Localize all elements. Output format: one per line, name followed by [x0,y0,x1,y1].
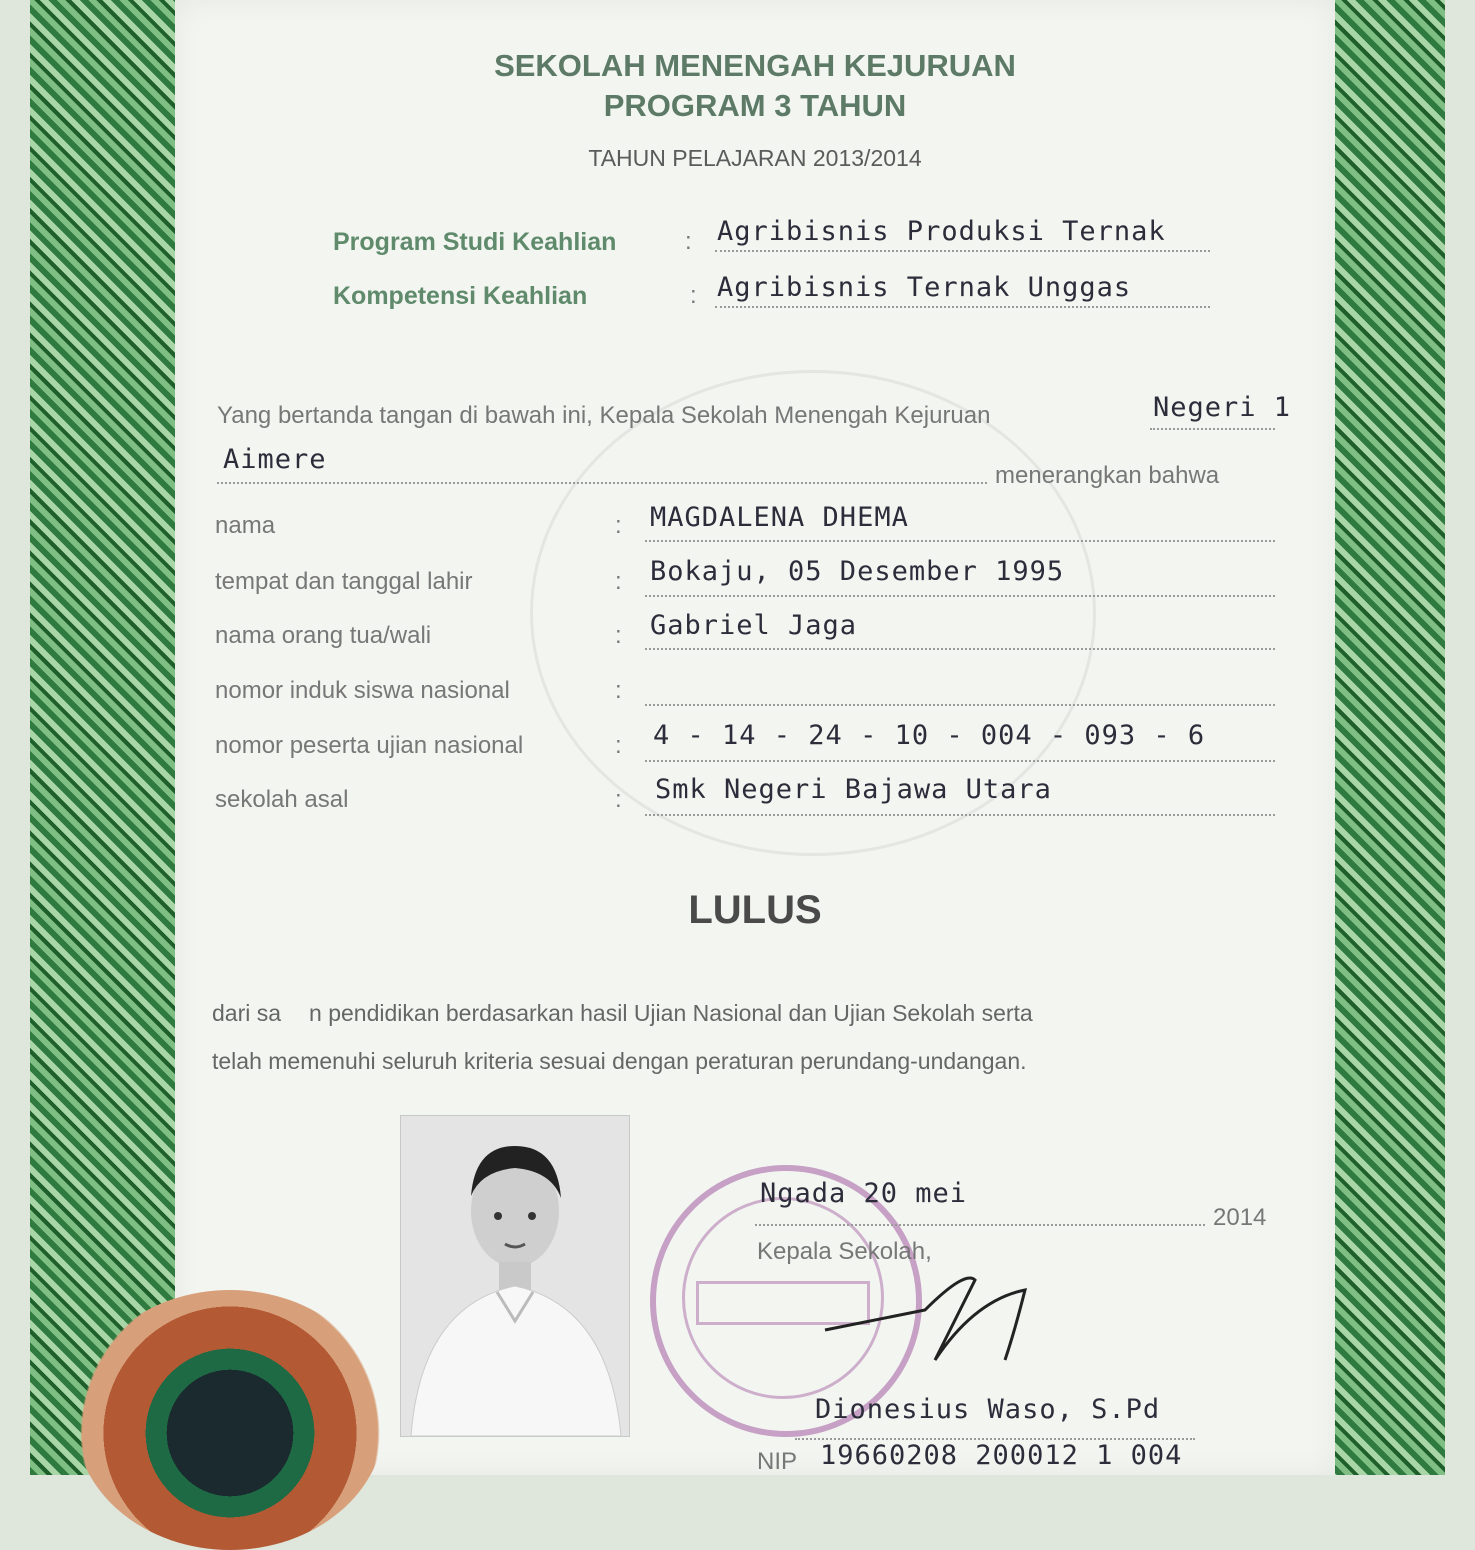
peserta-label: nomor peserta ujian nasional [215,732,524,759]
dotted-line [645,760,1275,762]
closing-line-1-rest: n pendidikan berdasarkan hasil Ujian Nasional dan Ujian Sekolah serta [309,1000,1033,1026]
asal-label: sekolah asal [215,786,349,813]
closing-line-2: telah memenuhi seluruh kriteria sesuai dengan peraturan perundang-undangan. [212,1048,1027,1074]
nama-label: nama [215,512,276,539]
dotted-line [645,704,1275,706]
closing-line-1-start: dari sa [212,1000,282,1026]
program-studi-value: Agribisnis Produksi Ternak [717,216,1166,247]
statement-suffix: menerangkan bahwa [995,462,1220,489]
closing-line-1 [212,1000,1033,1027]
student-photo [400,1115,630,1437]
colon: : [615,677,622,704]
nisn-label: nomor induk siswa nasional [215,677,510,704]
principal-name-handwritten: Dionesius Waso, S.Pd [815,1394,1161,1425]
colon: : [615,512,622,539]
dotted-line [645,540,1275,542]
wali-value: Gabriel Jaga [650,610,858,641]
peserta-value: 4 - 14 - 24 - 10 - 004 - 093 - 6 [653,720,1206,751]
dotted-line [1150,428,1275,430]
ttl-label: tempat dan tanggal lahir [215,568,473,595]
colon: : [615,732,622,759]
handwritten-signature [815,1260,1055,1370]
result-lulus: LULUS [688,888,822,932]
signature-year: 2014 [1213,1204,1267,1231]
nip-label: NIP [757,1448,798,1475]
colon: : [615,568,622,595]
dotted-line [715,306,1210,308]
nip-handwritten: 19660208 200012 1 004 [820,1440,1183,1471]
dotted-line [645,814,1275,816]
school-handwritten-2: Aimere [223,444,327,475]
dotted-line [645,595,1275,597]
program-heading: PROGRAM 3 TAHUN [603,88,907,123]
academic-year: TAHUN PELAJARAN 2013/2014 [588,145,922,171]
signature-title: Kepala Sekolah, [757,1238,932,1265]
wali-label: nama orang tua/wali [215,622,432,649]
dotted-line [645,648,1275,650]
dotted-line [755,1224,1205,1226]
portrait-figure [401,1116,629,1436]
nama-value: MAGDALENA DHEMA [650,502,909,533]
colon: : [690,282,697,309]
certificate-sheet [175,0,1335,1475]
place-date-handwritten: Ngada 20 mei [760,1178,968,1209]
ttl-value: Bokaju, 05 Desember 1995 [650,556,1065,587]
kompetensi-label: Kompetensi Keahlian [333,282,588,310]
program-studi-label: Program Studi Keahlian [333,228,617,256]
school-type-heading: SEKOLAH MENENGAH KEJURUAN [494,48,1016,83]
dotted-line [715,250,1210,252]
colon: : [615,786,622,813]
colon: : [615,622,622,649]
colon: : [685,228,692,255]
asal-value: Smk Negeri Bajawa Utara [655,774,1052,805]
kompetensi-value: Agribisnis Ternak Unggas [717,272,1132,303]
embossed-seal [75,1290,385,1550]
dotted-line [217,482,987,484]
statement-intro: Yang bertanda tangan di bawah ini, Kepala Sekolah Menengah Kejuruan [217,402,991,429]
school-handwritten-1: Negeri 1 [1153,392,1292,423]
